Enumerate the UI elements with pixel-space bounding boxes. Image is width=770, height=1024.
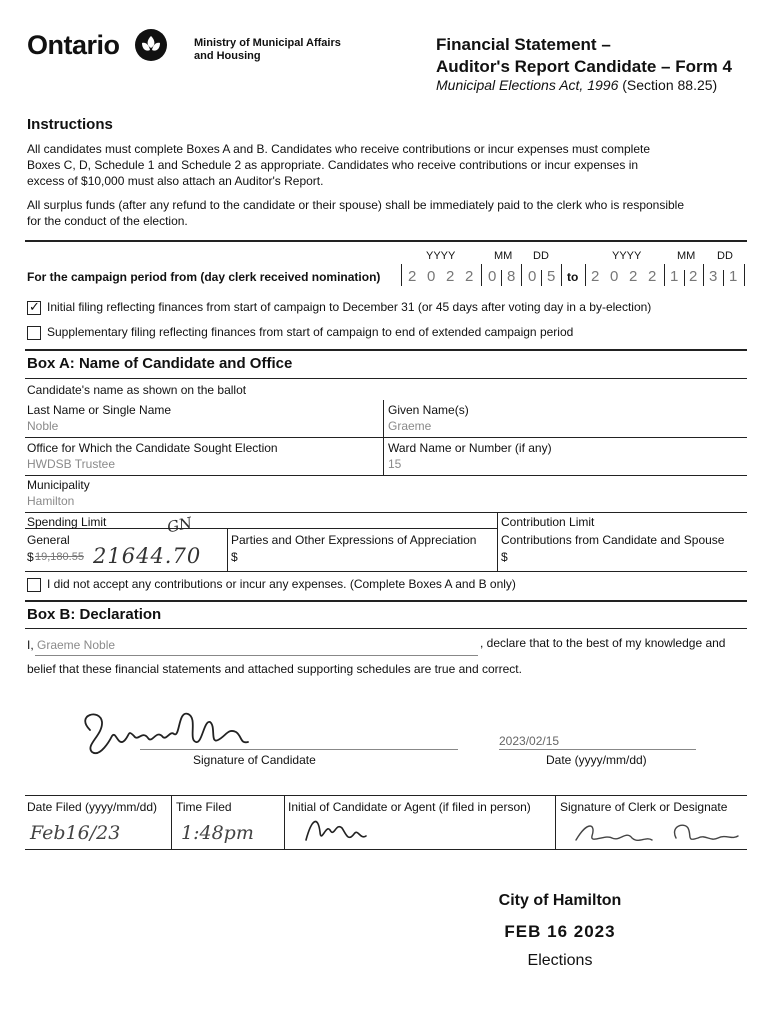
to-digit: 3 [709, 268, 718, 285]
from-digit: 0 [427, 268, 436, 285]
from-digit: 0 [488, 268, 497, 285]
date-sep [561, 264, 562, 286]
rule [25, 571, 747, 572]
act-reference [436, 77, 717, 93]
to-digit: 2 [648, 268, 657, 285]
ministry-line-2: and Housing [194, 50, 261, 62]
belief-text: belief that these financial statements and attached supporting schedules are true and correct. [27, 662, 522, 676]
corrected-general-value: 21644.70 [93, 544, 202, 568]
ballot-note: Candidate's name as shown on the ballot [27, 383, 247, 397]
general-limit-field[interactable] [27, 546, 222, 570]
rule [25, 528, 497, 529]
to-digit: 2 [591, 268, 600, 285]
signature-line [140, 749, 458, 750]
act-name: Municipal Elections Act, 1996 [436, 77, 619, 93]
initial-filing-label: Initial filing reflecting finances from start of campaign to December 31 (or 45 days after voting day in a by-election) [47, 300, 652, 314]
instructions-paragraph-1 [27, 141, 650, 189]
dd-header-to: DD [717, 250, 733, 262]
date-filed-field[interactable]: Feb16/23 [30, 822, 121, 844]
trillium-icon [135, 29, 167, 61]
date-sep [481, 264, 482, 286]
struck-general-value: 19,180.55 [35, 551, 84, 563]
from-digit: 2 [446, 268, 455, 285]
instr-p1-line-1: All candidates must complete Boxes A and B. Candidates who receive contributions or incur expenses must complete [27, 142, 650, 156]
ward-field[interactable]: 15 [388, 457, 402, 471]
last-name-field[interactable]: Noble [27, 419, 59, 433]
general-label: General [27, 533, 70, 547]
contrib-spouse-label: Contributions from Candidate and Spouse [501, 533, 725, 547]
correction-initials: GN [165, 513, 194, 537]
given-name-field[interactable]: Graeme [388, 419, 432, 433]
to-digit: 1 [670, 268, 679, 285]
parties-label: Parties and Other Expressions of Appreciation [231, 533, 477, 547]
initial-scribble-icon [296, 812, 376, 848]
dd-header-from: DD [533, 250, 549, 262]
declarant-name-field[interactable]: Graeme Noble [37, 638, 116, 652]
title-line-2: Auditor's Report Candidate – Form 4 [436, 57, 732, 76]
municipality-field[interactable]: Hamilton [27, 494, 75, 508]
from-digit: 0 [528, 268, 537, 285]
date-sep [401, 264, 402, 286]
ward-label: Ward Name or Number (if any) [388, 441, 552, 455]
date-sep [585, 264, 586, 286]
rule [25, 437, 747, 438]
mm-header-to: MM [677, 250, 696, 262]
declaration-date-field[interactable]: 2023/02/15 [499, 734, 560, 748]
rule [25, 849, 747, 850]
instr-p1-line-2: Boxes C, D, Schedule 1 and Schedule 2 as appropriate. Candidates who receive contributions or incur expenses in [27, 158, 639, 172]
to-digit: 2 [629, 268, 638, 285]
ontario-logo [27, 30, 187, 64]
instructions-paragraph-2 [27, 197, 684, 229]
date-line [499, 749, 696, 750]
to-label: to [567, 270, 579, 284]
col-divider [497, 512, 498, 572]
contribution-limit-label: Contribution Limit [501, 515, 595, 529]
municipality-label: Municipality [27, 478, 90, 492]
col-divider [171, 795, 172, 849]
rule [25, 378, 747, 379]
date-sep [684, 270, 685, 286]
date-sep [501, 270, 502, 286]
rule [25, 512, 747, 513]
office-field[interactable]: HWDSB Trustee [27, 457, 116, 471]
col-divider [383, 400, 384, 476]
no-contributions-checkbox[interactable] [27, 578, 41, 592]
time-filed-label: Time Filed [176, 800, 232, 814]
clerk-signature-field[interactable] [566, 814, 746, 848]
received-stamp [480, 892, 640, 970]
logo-wordmark: Ontario [27, 30, 120, 60]
box-b-heading: Box B: Declaration [27, 606, 162, 623]
from-digit: 2 [465, 268, 474, 285]
date-sep [664, 264, 665, 286]
date-sep [521, 264, 522, 286]
mm-header-from: MM [494, 250, 513, 262]
declaration-i: I, [27, 638, 34, 652]
given-name-label: Given Name(s) [388, 403, 469, 417]
ministry-name [194, 37, 341, 63]
campaign-period-label: For the campaign period from (day clerk received nomination) [27, 270, 381, 284]
box-a-top-rule [25, 349, 747, 351]
box-b-top-rule [25, 600, 747, 602]
instructions-heading: Instructions [27, 116, 113, 133]
to-digit: 1 [729, 268, 738, 285]
date-sep [744, 264, 745, 286]
parties-field[interactable]: $ [231, 550, 238, 564]
check-mark-icon: ✓ [29, 299, 40, 314]
date-sep [541, 270, 542, 286]
no-contributions-label: I did not accept any contributions or incur any expenses. (Complete Boxes A and B only) [47, 577, 516, 591]
supplementary-filing-label: Supplementary filing reflecting finances from start of campaign to end of extended campaign period [47, 325, 574, 339]
contrib-spouse-field[interactable]: $ [501, 550, 508, 564]
yyyy-header-from: YYYY [426, 250, 456, 262]
from-digit: 8 [507, 268, 516, 285]
signature-label: Signature of Candidate [193, 753, 316, 767]
ministry-line-1: Ministry of Municipal Affairs [194, 37, 341, 49]
office-label: Office for Which the Candidate Sought Election [27, 441, 278, 455]
act-section: (Section 88.25) [622, 77, 718, 93]
clerk-signature-label: Signature of Clerk or Designate [560, 800, 728, 814]
rule [25, 628, 747, 629]
declare-text: , declare that to the best of my knowledge and [480, 636, 726, 650]
from-digit: 5 [547, 268, 556, 285]
col-divider [284, 795, 285, 849]
initial-agent-label: Initial of Candidate or Agent (if filed in person) [288, 800, 531, 814]
col-divider [227, 528, 228, 572]
stamp-date: FEB 16 2023 [504, 922, 616, 941]
initial-filing-checkbox[interactable] [27, 301, 41, 315]
clerk-scribble-icon [566, 814, 746, 848]
col-divider [555, 795, 556, 849]
date-sep [703, 264, 704, 286]
spending-limit-label: Spending Limit [27, 515, 107, 529]
yyyy-header-to: YYYY [612, 250, 642, 262]
signature-scribble-icon [70, 700, 270, 760]
instr-p2-line-2: for the conduct of the election. [27, 214, 188, 228]
instr-p2-line-1: All surplus funds (after any refund to the candidate or their spouse) shall be immediately paid to the clerk who is responsible [27, 198, 685, 212]
divider [25, 240, 747, 242]
rule [25, 795, 747, 796]
date-filed-label: Date Filed (yyyy/mm/dd) [27, 800, 158, 814]
from-digit: 2 [408, 268, 417, 285]
time-filed-field[interactable]: 1:48pm [181, 822, 254, 844]
stamp-dept: Elections [527, 952, 593, 969]
date-label: Date (yyyy/mm/dd) [546, 753, 647, 767]
title-line-1: Financial Statement – [436, 35, 611, 54]
supplementary-filing-checkbox[interactable] [27, 326, 41, 340]
name-underline [35, 655, 478, 656]
last-name-label: Last Name or Single Name [27, 403, 172, 417]
rule [25, 475, 747, 476]
agent-initial-field[interactable] [296, 812, 376, 848]
instr-p1-line-3: excess of $10,000 must also attach an Auditor's Report. [27, 174, 324, 188]
form-title [436, 34, 732, 78]
box-a-heading: Box A: Name of Candidate and Office [27, 355, 293, 372]
dollar-sign: $ [27, 550, 34, 564]
to-digit: 0 [610, 268, 619, 285]
candidate-signature[interactable] [70, 700, 270, 760]
date-sep [723, 270, 724, 286]
stamp-city: City of Hamilton [498, 892, 622, 909]
to-digit: 2 [689, 268, 698, 285]
